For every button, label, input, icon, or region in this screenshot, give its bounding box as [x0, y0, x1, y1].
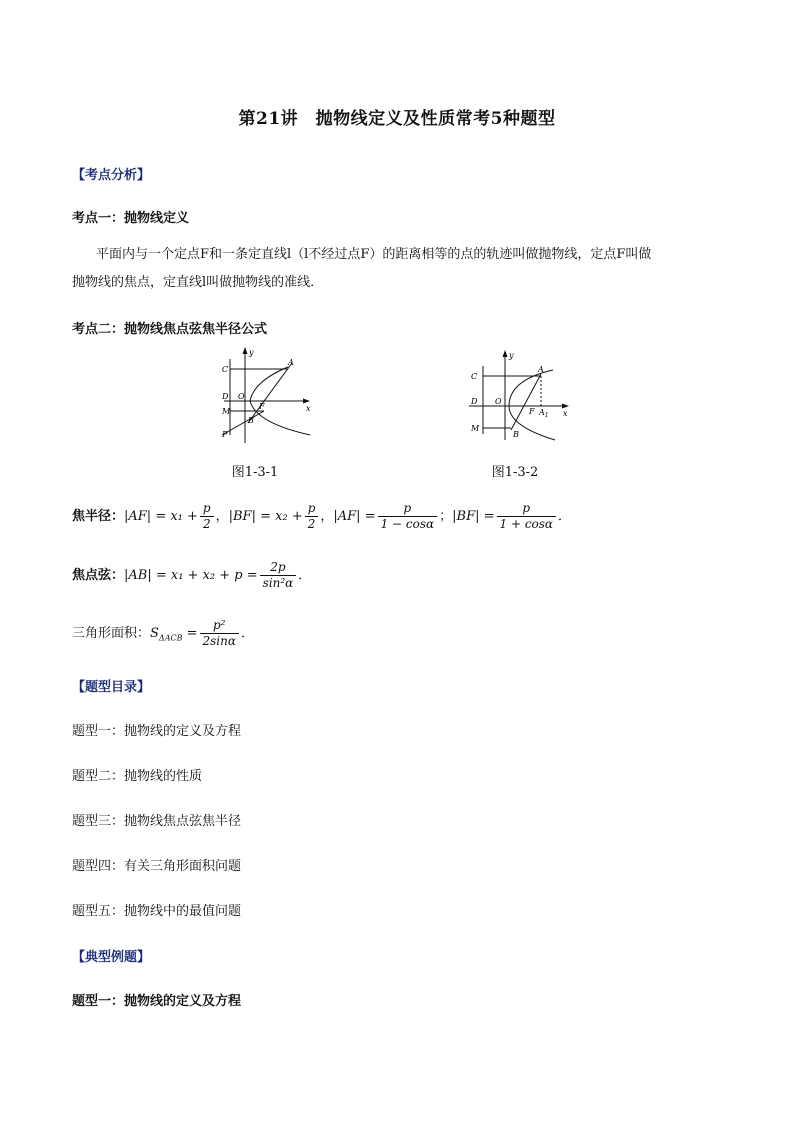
period: ． [240, 626, 254, 641]
figure-1-3-1 [218, 345, 313, 445]
ab-fraction: $\frac{2p}{\text{sin²α}}$ [260, 560, 297, 591]
focal-chord-label: 焦点弦： [72, 568, 125, 583]
triangle-area-formula [72, 618, 254, 649]
ab-expr: |AB| = x₁ + x₂ + p = [124, 568, 258, 583]
figure2-caption: 图1-3-2 [491, 465, 539, 480]
label-m: M [222, 407, 231, 416]
example1-title: 题型一：抛物线的定义及方程 [72, 994, 242, 1009]
comma: ， [215, 509, 229, 524]
point1-line2: 抛物线的焦点，定直线l叫做抛物线的准线． [72, 275, 324, 290]
parabola-upper [509, 370, 553, 406]
page-title: 第21讲 抛物线定义及性质常考5种题型 [238, 109, 556, 129]
types-header: 【题型目录】 [72, 680, 151, 695]
af2-expr: |AF| = [333, 509, 376, 524]
y-axis-arrow [243, 347, 248, 354]
focal-chord [511, 374, 541, 430]
label-c: C [222, 365, 229, 374]
label-o: O [238, 392, 245, 401]
point1-title: 考点一：抛物线定义 [72, 211, 190, 226]
figure-1-3-2 [465, 348, 573, 442]
label-o: O [495, 397, 502, 406]
bf-expr: |BF| = x₂ + [228, 509, 303, 524]
triangle-area-label: 三角形面积： [72, 626, 151, 641]
type-item: 题型五：抛物线中的最值问题 [72, 904, 242, 919]
label-a1: $A_1$ [539, 408, 549, 419]
label-x: x [306, 404, 311, 413]
bf2-expr: |BF| = [452, 509, 495, 524]
equals: = [182, 626, 198, 641]
point2-title: 考点二：抛物线焦点弦焦半径公式 [72, 322, 268, 337]
x-axis-arrow [562, 404, 569, 409]
label-f: F [529, 407, 535, 416]
s-symbol: S [150, 626, 159, 641]
label-d: D [471, 397, 478, 406]
bf-fraction: $\frac{p}{1 + \cos\alpha}$ [497, 501, 557, 532]
examples-header: 【典型例题】 [72, 950, 151, 965]
label-f: F [259, 402, 265, 411]
figure1-caption: 图1-3-1 [231, 465, 279, 480]
af-expr: |AF| = x₁ + [124, 509, 198, 524]
period: ． [558, 509, 572, 524]
s-subscript: ΔACB [158, 633, 183, 643]
period: ． [298, 568, 312, 583]
type-item: 题型三：抛物线焦点弦焦半径 [72, 814, 242, 829]
point1-line1: 平面内与一个定点F和一条定直线l（l不经过点F）的距离相等的点的轨迹叫做抛物线，定点F叫做 [96, 247, 652, 262]
semicolon: ； [439, 509, 453, 524]
analysis-header: 【考点分析】 [72, 168, 151, 183]
label-d: D [222, 392, 229, 401]
comma: ， [320, 509, 334, 524]
type-item: 题型二：抛物线的性质 [72, 769, 203, 784]
area-fraction: $\frac{\text{p²}}{2\sin\alpha}$ [200, 618, 239, 649]
type-item: 题型四：有关三角形面积问题 [72, 859, 242, 874]
focal-chord [248, 363, 292, 423]
y-axis-arrow [503, 350, 508, 357]
af-fraction: $\frac{p}{1 - \cos\alpha}$ [378, 501, 438, 532]
label-y: y [249, 348, 254, 357]
x-axis-arrow [303, 399, 310, 404]
label-b: B [513, 430, 519, 439]
focal-radius-label: 焦半径： [72, 509, 125, 524]
p-over-2-fraction: $\frac{p}{2}$ [200, 501, 214, 532]
label-c: C [471, 372, 478, 381]
label-b: B [248, 416, 254, 425]
label-m: M [471, 424, 480, 433]
type-item: 题型一：抛物线的定义及方程 [72, 724, 242, 739]
label-a: A [538, 365, 544, 374]
label-y: y [509, 351, 514, 360]
label-a: A [288, 358, 294, 367]
focal-chord-formula [72, 560, 311, 591]
parabola-upper [250, 367, 288, 401]
label-x: x [563, 409, 568, 418]
focal-radius-formula [72, 501, 571, 532]
p-over-2-fraction: $\frac{p}{2}$ [305, 501, 319, 532]
label-p: P [222, 430, 228, 439]
